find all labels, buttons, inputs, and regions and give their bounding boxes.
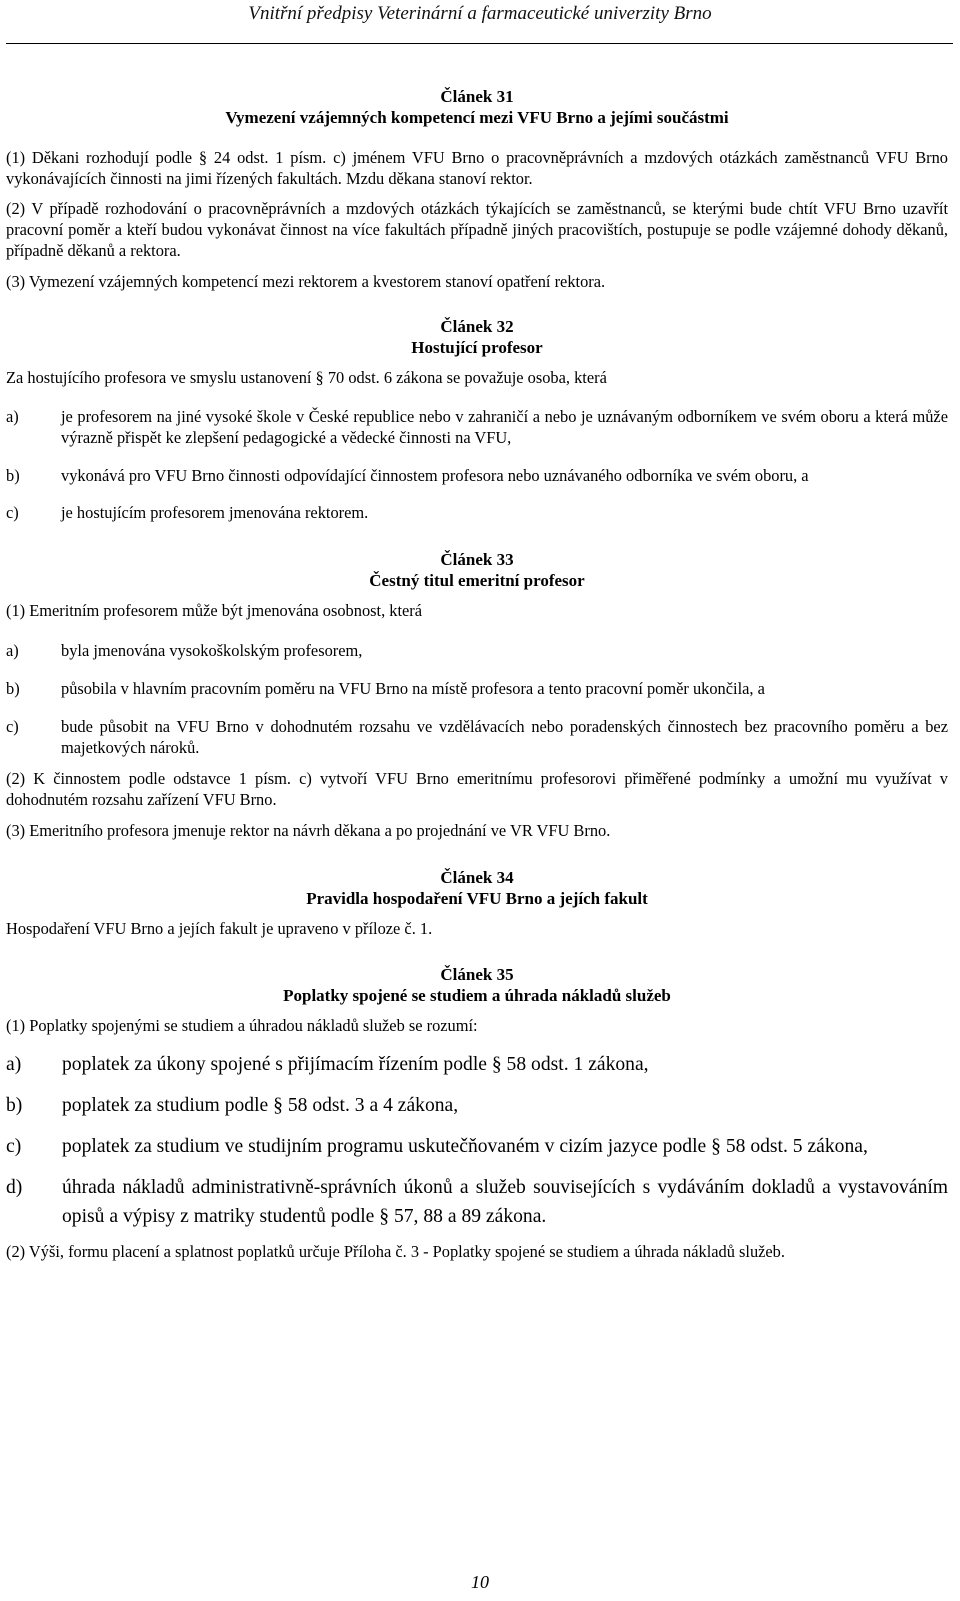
article-33-title: Čestný titul emeritní profesor — [369, 571, 585, 590]
list-item-label: a) — [6, 1054, 22, 1075]
list-item — [6, 1132, 948, 1161]
article-34-para-1: Hospodaření VFU Brno a jejích fakult je upraveno v příloze č. 1. — [6, 919, 433, 938]
list-item-label: d) — [6, 1177, 23, 1198]
list-item — [6, 502, 948, 523]
list-item — [6, 678, 948, 699]
list-item — [6, 1091, 948, 1120]
article-31-title: Vymezení vzájemných kompetencí mezi VFU Brno a jejími součástmi — [225, 108, 729, 127]
article-33-para-2: (2) K činnostem podle odstavce 1 písm. c) vytvoří VFU Brno emeritnímu profesorovi přiměřené podmínky a umožní mu využívat v dohodnutém rozsahu zařízení VFU Brno. — [6, 769, 948, 809]
list-item-text: poplatek za studium podle § 58 odst. 3 a 4 zákona, — [62, 1095, 459, 1116]
list-item-text: úhrada nákladů administrativně-správních úkonů a služeb souvisejících s vydáváním dokladů a vystavováním opisů a výpisy z matriky studentů podle § 57, 88 a 89 zákona. — [62, 1177, 948, 1227]
document-body — [6, 86, 948, 1262]
list-item-label: c) — [6, 1136, 22, 1157]
list-item-text: poplatek za studium ve studijním programu uskutečňovaném v cizím jazyce podle § 58 odst. 5 zákona, — [62, 1136, 868, 1157]
article-31-para-3: (3) Vymezení vzájemných kompetencí mezi rektorem a kvestorem stanoví opatření rektora. — [6, 272, 606, 291]
list-item-label: a) — [6, 407, 19, 426]
list-item-label: c) — [6, 717, 19, 736]
article-32-intro: Za hostujícího profesora ve smyslu ustanovení § 70 odst. 6 zákona se považuje osoba, která — [6, 368, 607, 387]
list-item — [6, 406, 948, 448]
list-item-label: c) — [6, 503, 19, 522]
list-item — [6, 640, 948, 661]
list-item — [6, 1050, 948, 1079]
article-33-para-3: (3) Emeritního profesora jmenuje rektor na návrh děkana a po projednání ve VR VFU Brno. — [6, 821, 611, 840]
article-33-heading — [6, 549, 948, 591]
article-33-number: Článek 33 — [440, 550, 514, 569]
article-32-title: Hostující profesor — [411, 338, 543, 357]
article-35-title: Poplatky spojené se studiem a úhrada nákladů služeb — [283, 986, 671, 1005]
article-33-para-1: (1) Emeritním profesorem může být jmenována osobnost, která — [6, 601, 423, 620]
article-31-para-2: (2) V případě rozhodování o pracovněprávních a mzdových otázkách týkajících se zaměstnanců, se kterými bude chtít VFU Brno uzavřít pracovní poměr a kteří budou vykonávat činnost na více fakultách případně jiných pracovištích, postupuje se podle vzájemné dohody děkanů, případně děkanů a rektora. — [6, 199, 948, 260]
list-item-text: je hostujícím profesorem jmenována rektorem. — [61, 503, 369, 522]
page-header: Vnitřní předpisy Veterinární a farmaceutické univerzity Brno — [248, 3, 712, 24]
list-item-text: poplatek za úkony spojené s přijímacím řízením podle § 58 odst. 1 zákona, — [62, 1054, 649, 1075]
list-item-text: působila v hlavním pracovním poměru na VFU Brno na místě profesora a tento pracovní poměr ukončila, a — [61, 679, 765, 698]
list-item-label: b) — [6, 1095, 23, 1116]
article-34-title: Pravidla hospodaření VFU Brno a jejích fakult — [306, 889, 648, 908]
article-31-para-1: (1) Děkani rozhodují podle § 24 odst. 1 písm. c) jménem VFU Brno o pracovněprávních a mzdových otázkách zaměstnanců VFU Brno vykonávajících činnosti na jimi řízených fakultách. Mzdu děkana stanoví rektor. — [6, 148, 948, 188]
header-rule — [6, 43, 953, 44]
list-item-label: b) — [6, 466, 20, 485]
article-31-number: Článek 31 — [440, 87, 514, 106]
list-item-label: a) — [6, 641, 19, 660]
list-item — [6, 1173, 948, 1231]
list-item-label: b) — [6, 679, 20, 698]
list-item-text: je profesorem na jiné vysoké škole v České republice nebo v zahraničí a nebo je uznávaným odborníkem ve svém oboru a která může výrazně přispět ke zlepšení pedagogické a vědecké činnosti na VFU, — [61, 407, 948, 447]
list-item — [6, 716, 948, 758]
article-34-heading — [6, 867, 948, 909]
page-number: 10 — [471, 1572, 489, 1592]
list-item-text: byla jmenována vysokoškolským profesorem, — [61, 641, 363, 660]
list-item-text: bude působit na VFU Brno v dohodnutém rozsahu ve vzdělávacích nebo poradenských činnostech bez pracovního poměru a bez majetkových nároků. — [61, 717, 948, 757]
list-item — [6, 465, 948, 486]
article-35-number: Článek 35 — [440, 965, 514, 984]
article-32-number: Článek 32 — [440, 317, 514, 336]
article-35-para-1: (1) Poplatky spojenými se studiem a úhradou nákladů služeb se rozumí: — [6, 1016, 478, 1035]
article-31-heading — [6, 86, 948, 128]
article-32-heading — [6, 316, 948, 358]
list-item-text: vykonává pro VFU Brno činnosti odpovídající činnostem profesora nebo uznávaného odborníka ve svém oboru, a — [61, 466, 809, 485]
article-35-para-2: (2) Výši, formu placení a splatnost poplatků určuje Příloha č. 3 - Poplatky spojené se studiem a úhrada nákladů služeb. — [6, 1242, 785, 1261]
article-34-number: Článek 34 — [440, 868, 514, 887]
article-35-heading — [6, 964, 948, 1006]
